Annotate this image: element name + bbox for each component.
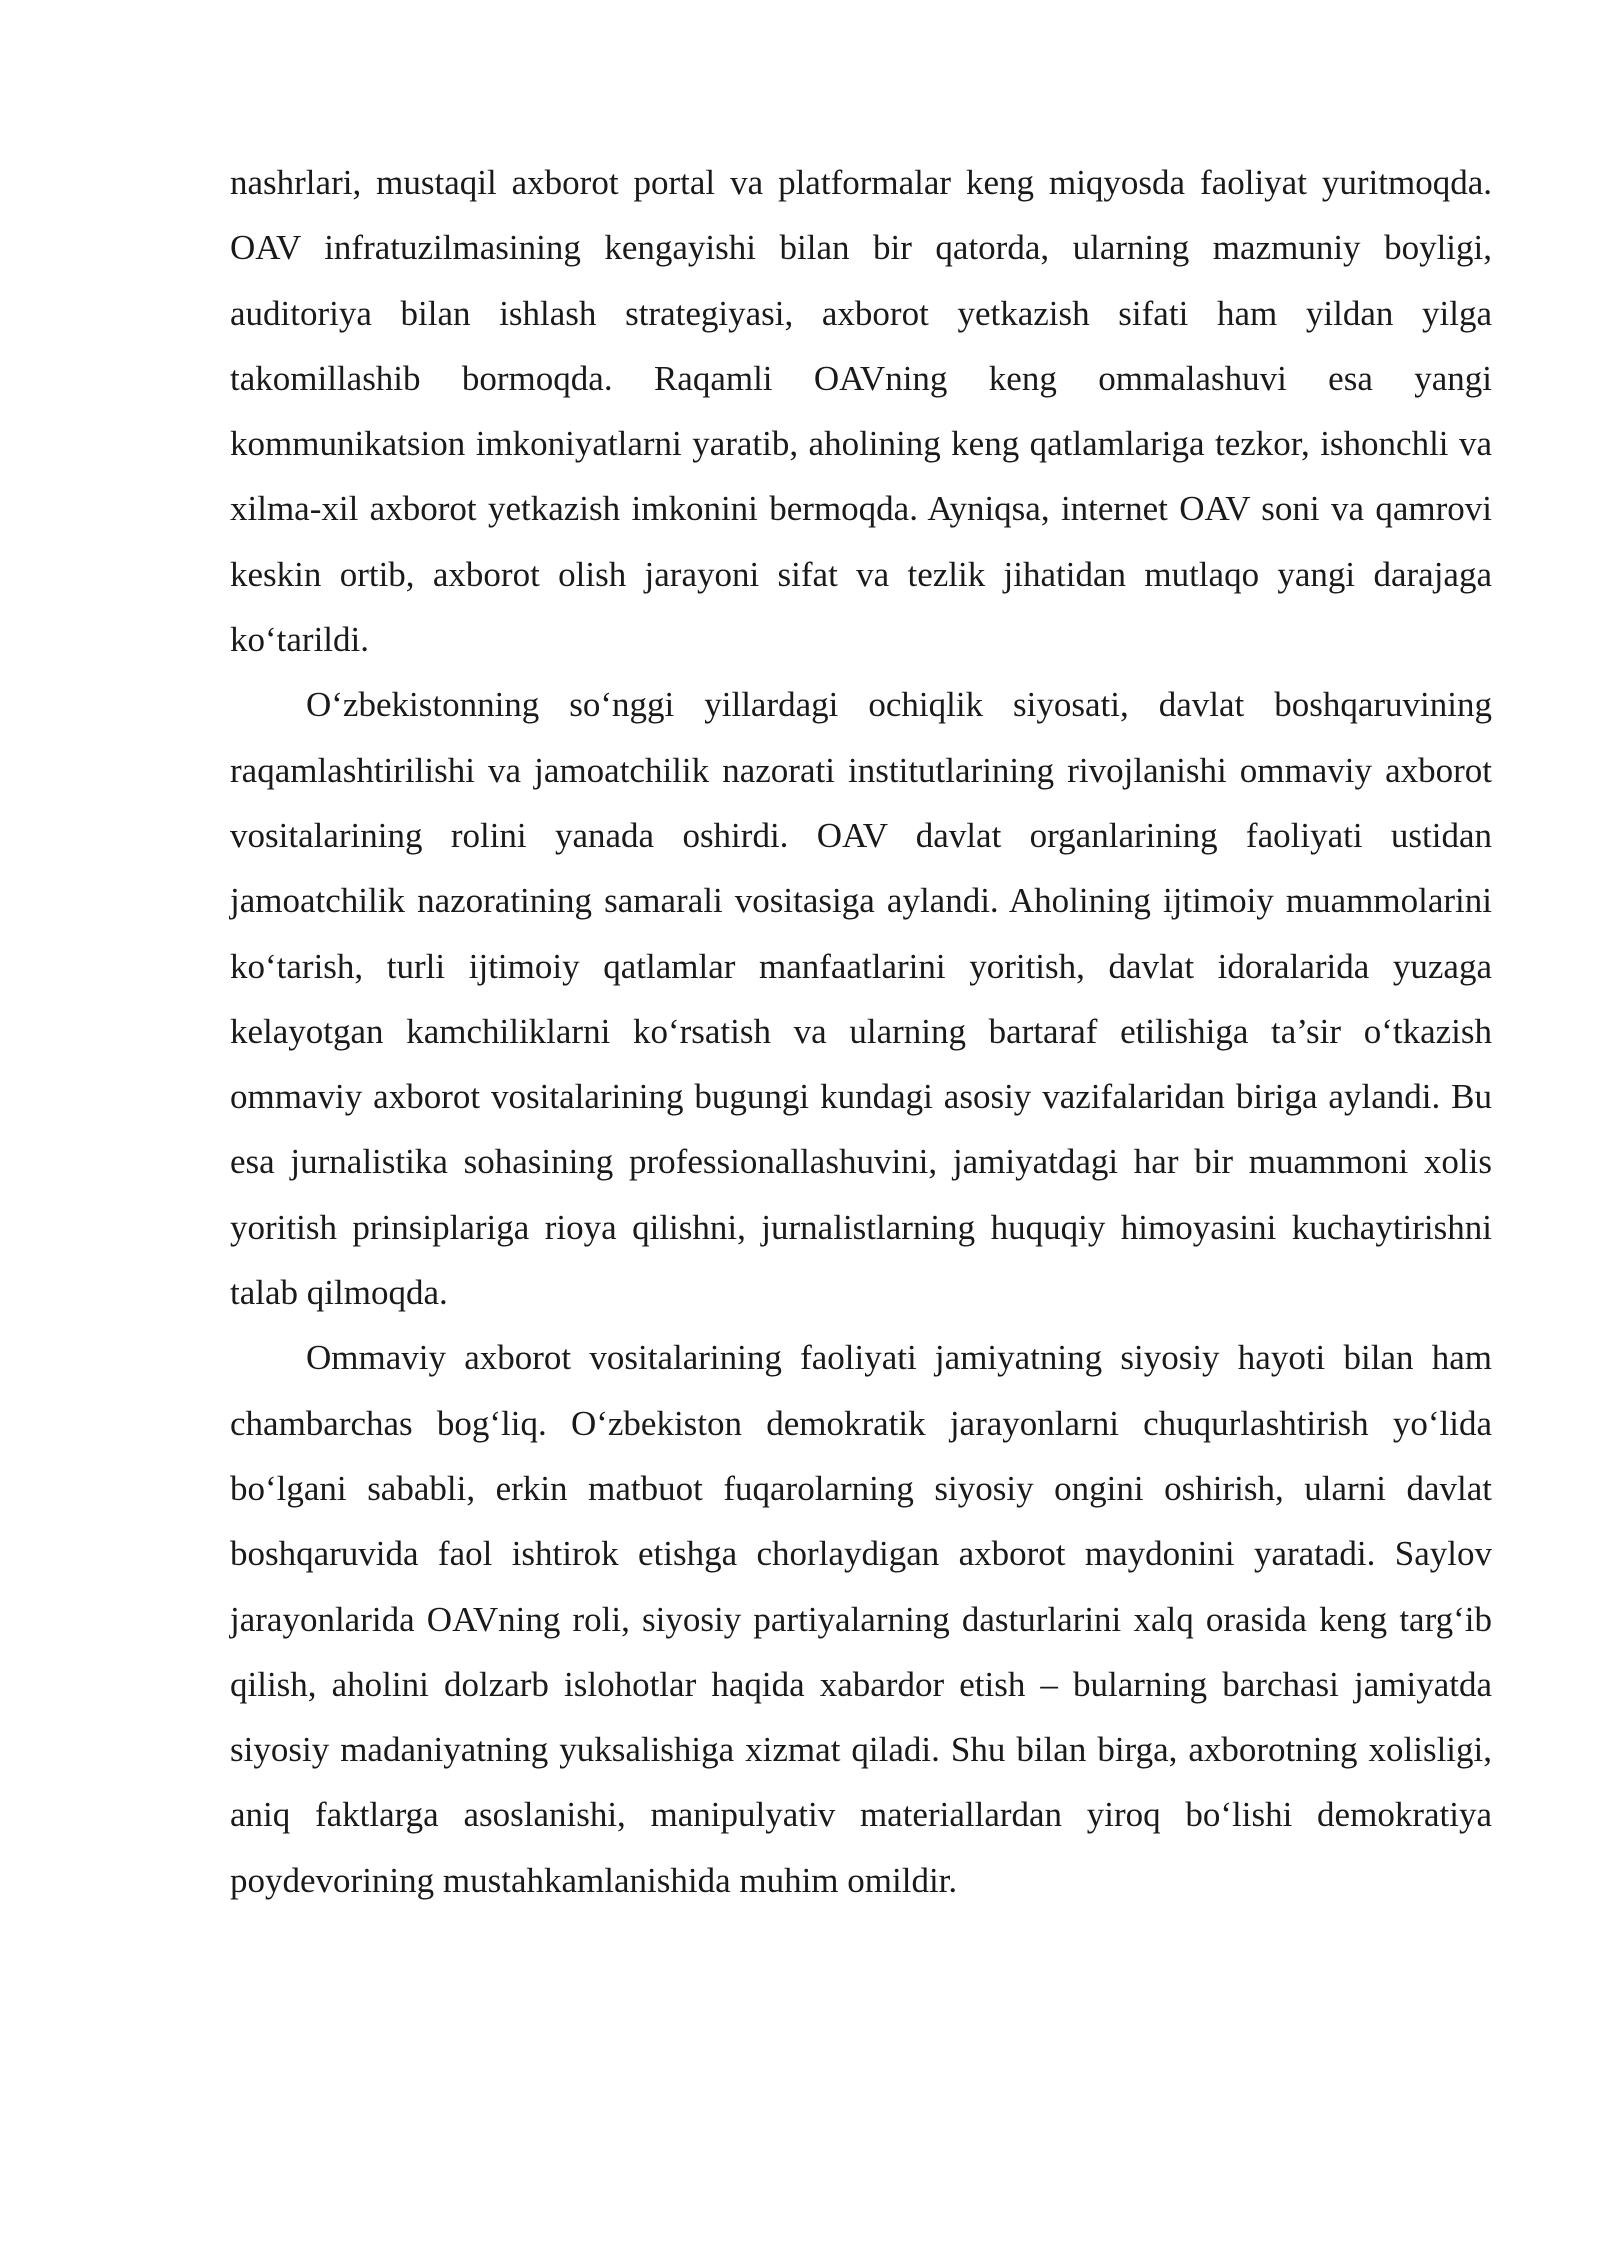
paragraph-political-life: Ommaviy axborot vositalarining faoliyati jamiyatning siyosiy hayoti bilan ham chambarchas bog‘liq. O‘zbekiston demokratik jarayonlarni chuqurlashtirish yo‘lida bo‘lgani sababli, erkin matbuot fuqarolarning siyosiy ongini oshirish, ularni davlat boshqaruvida faol ishtirok etishga chorlaydigan axborot maydonini yaratadi. Saylov jarayonlarida OAVning roli, siyosiy partiyalarning dasturlarini xalq orasida keng targ‘ib qilish, aholini dolzarb islohotlar haqida xabardor etish – bularning barchasi jamiyatda siyosiy madaniyatning yuksalishiga xizmat qiladi. Shu bilan birga, axborotning xolisligi, aniq faktlarga asoslanishi, manipulyativ materiallardan yiroq bo‘lishi demokratiya poydevorining mustahkamlanishida muhim omildir. <box>230 1338 1492 1900</box>
paragraph-continuation: nashrlari, mustaqil axborot portal va platformalar keng miqyosda faoliyat yuritmoqda. OAV infratuzilmasining kengayishi bilan bir qatorda, ularning mazmuniy boyligi, auditoriya bilan ishlash strategiyasi, axborot yetkazish sifati ham yildan yilga takomillashib bormoqda. Raqamli OAVning keng ommalashuvi esa yangi kommunikatsion imkoniyatlarni yaratib, aholining keng qatlamlariga tezkor, ishonchli va xilma-xil axborot yetkazish imkonini bermoqda. Ayniqsa, internet OAV soni va qamrovi keskin ortib, axborot olish jarayoni sifat va tezlik jihatidan mutlaqo yangi darajaga ko‘tarildi. <box>230 163 1492 660</box>
paragraph-openness-policy: O‘zbekistonning so‘nggi yillardagi ochiqlik siyosati, davlat boshqaruvining raqamlashtirilishi va jamoatchilik nazorati institutlarining rivojlanishi ommaviy axborot vositalarining rolini yanada oshirdi. OAV davlat organlarining faoliyati ustidan jamoatchilik nazoratining samarali vositasiga aylandi. Aholining ijtimoiy muammolarini ko‘tarish, turli ijtimoiy qatlamlar manfaatlarini yoritish, davlat idoralarida yuzaga kelayotgan kamchiliklarni ko‘rsatish va ularning bartaraf etilishiga ta’sir o‘tkazish ommaviy axborot vositalarining bugungi kundagi asosiy vazifalaridan biriga aylandi. Bu esa jurnalistika sohasining professionallashuvini, jamiyatdagi har bir muammoni xolis yoritish prinsiplariga rioya qilishni, jurnalistlarning huquqiy himoyasini kuchaytirishni talab qilmoqda. <box>230 685 1492 1313</box>
document-body <box>230 150 1492 1913</box>
